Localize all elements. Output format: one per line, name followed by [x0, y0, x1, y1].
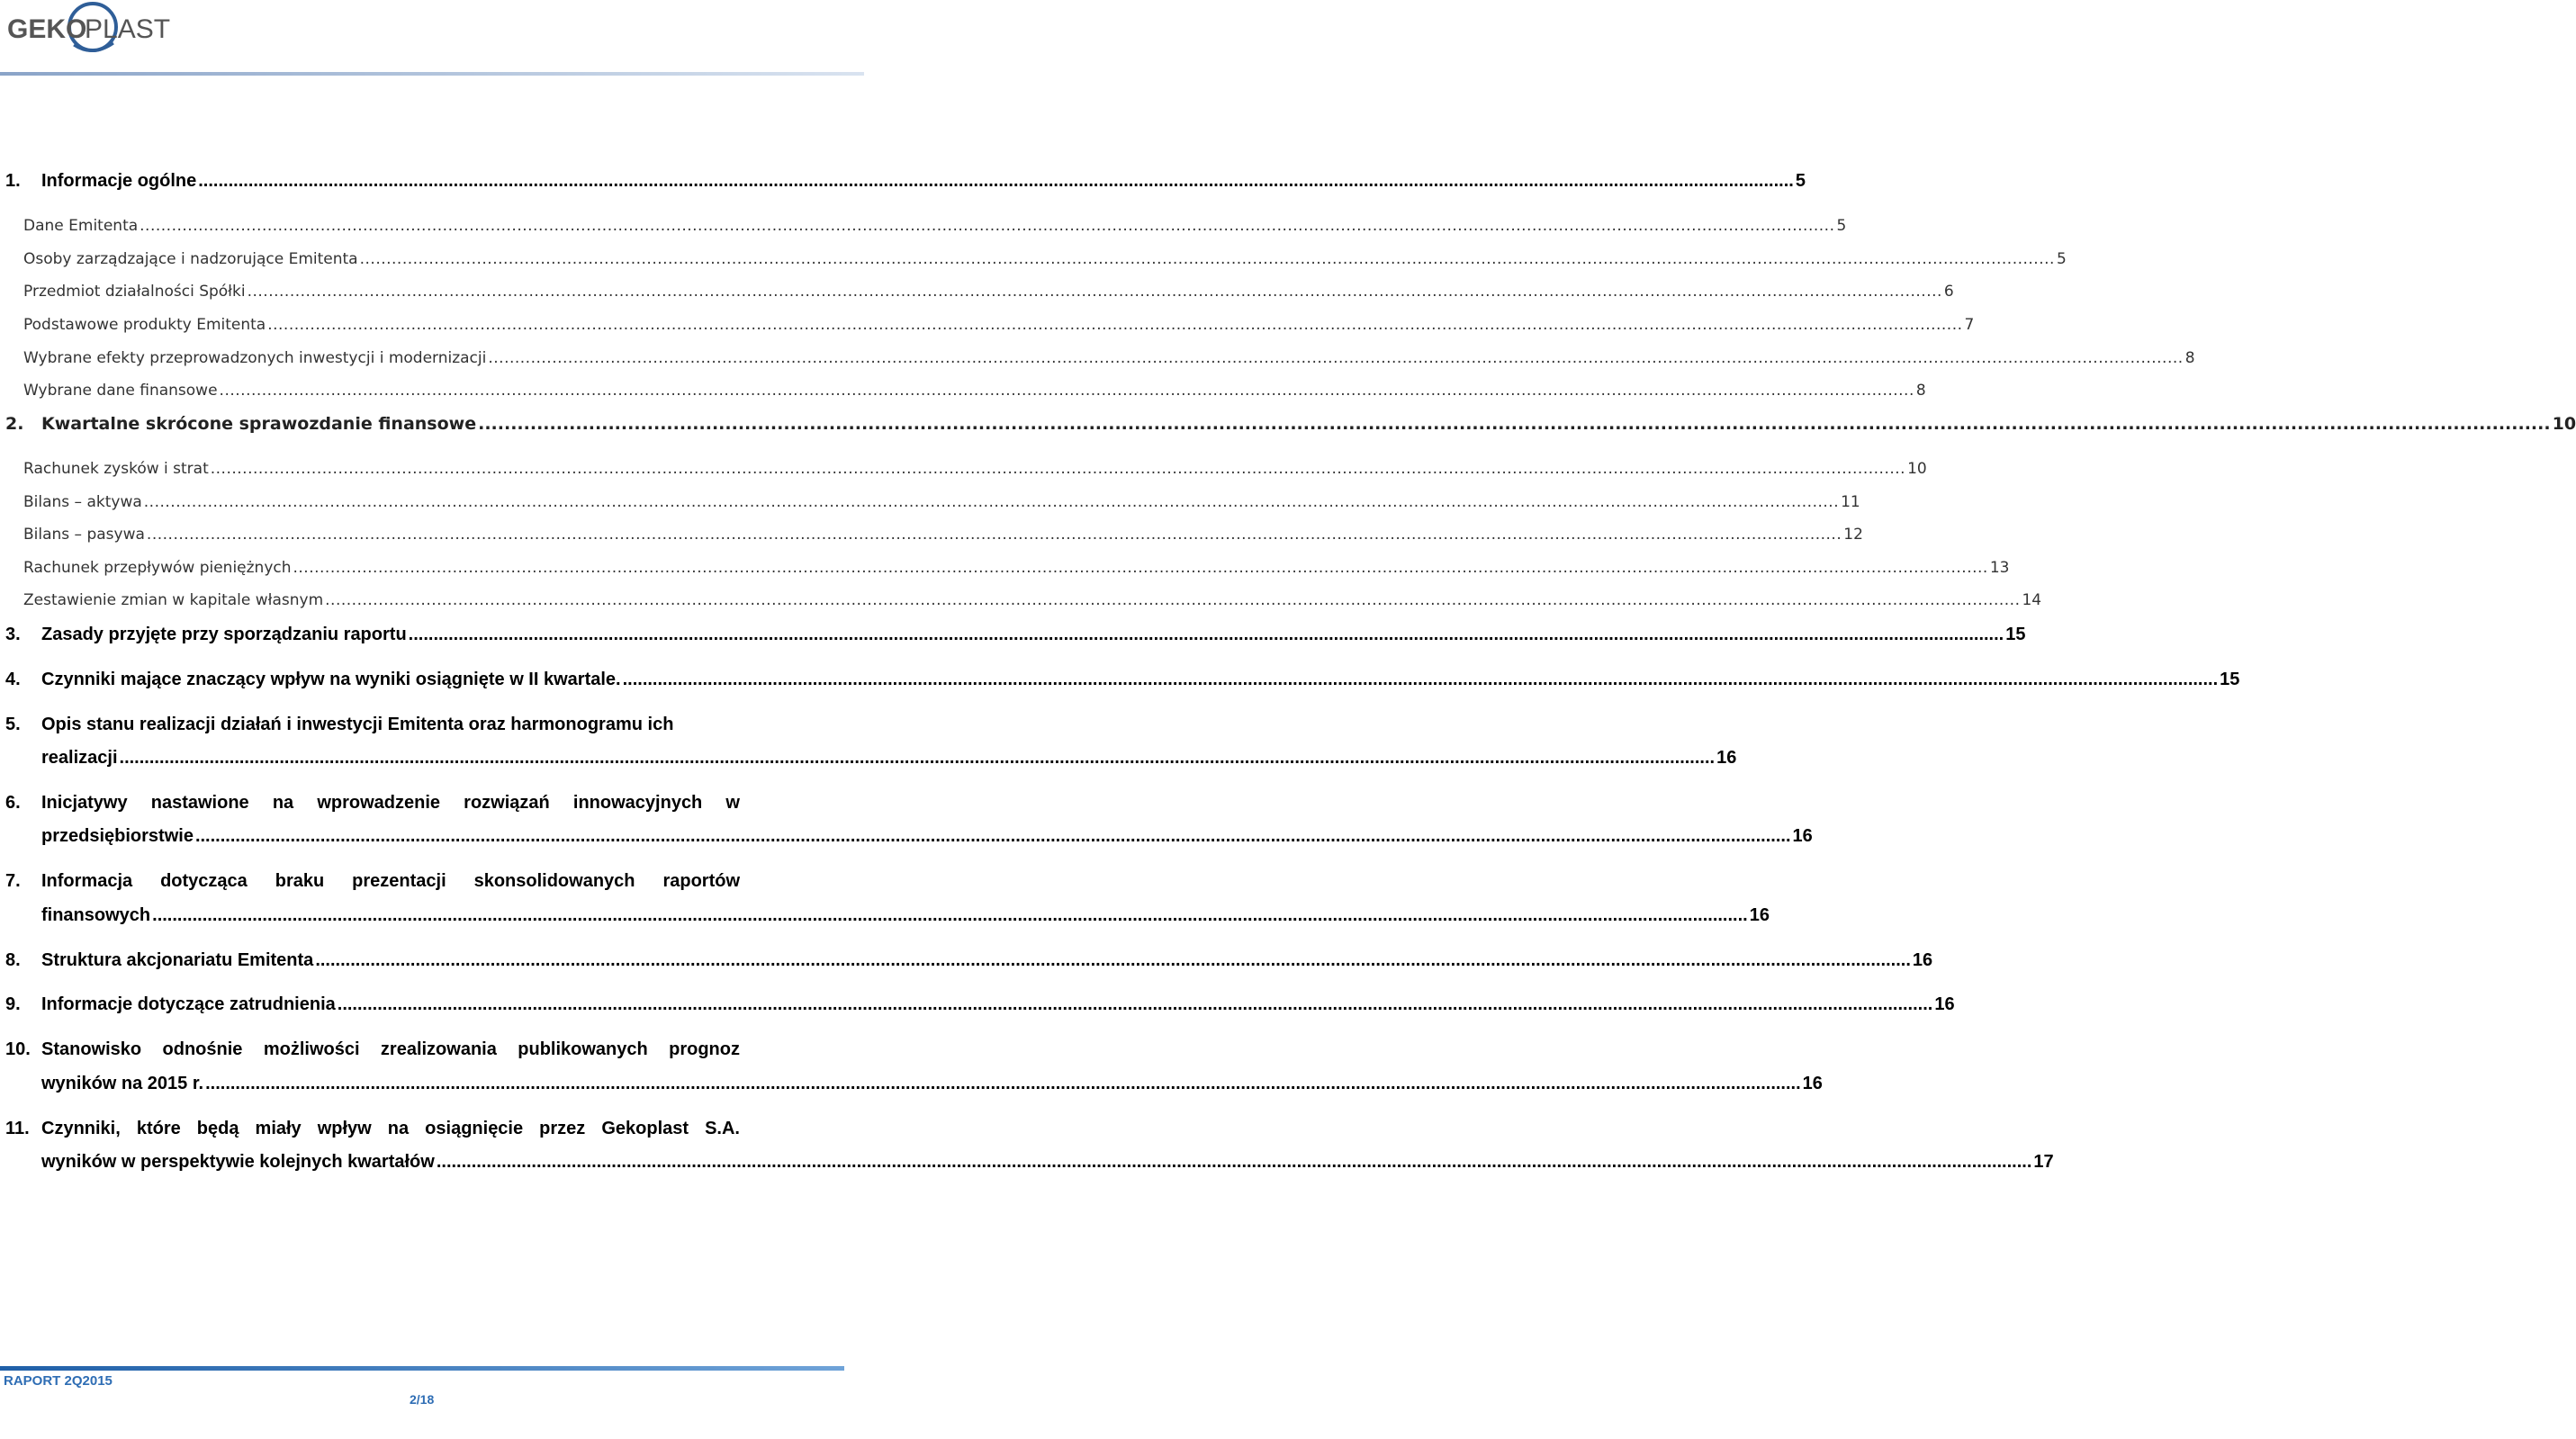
toc-title: Osoby zarządzające i nadzorujące Emitenta — [23, 250, 358, 268]
toc-page: 10 — [2552, 414, 2576, 434]
toc-page: 5 — [2056, 250, 2067, 268]
toc-number: 10. — [5, 1039, 31, 1059]
toc-page: 17 — [2033, 1152, 2054, 1172]
toc-page: 15 — [2220, 670, 2240, 689]
header-rule — [0, 72, 864, 76]
toc-title: Stanowisko odnośnie możliwości zrealizowania publikowanych prognoz — [41, 1039, 740, 1059]
toc-page: 5 — [1795, 171, 1806, 191]
toc-title-continued: finansowych — [41, 905, 151, 925]
toc-number: 4. — [5, 670, 21, 689]
toc-page: 12 — [1843, 526, 1863, 544]
toc-title: Opis stanu realizacji działań i inwestycji Emitenta oraz harmonogramu ich — [41, 715, 674, 734]
footer-page-number: 2/18 — [410, 1392, 435, 1407]
toc-title-continued: wyników na 2015 r. — [41, 1074, 204, 1093]
toc-number: 8. — [5, 950, 21, 970]
toc-title: Przedmiot działalności Spółki — [23, 283, 246, 301]
toc-number: 5. — [5, 715, 21, 734]
toc-page: 6 — [1943, 283, 1954, 301]
toc-number: 3. — [5, 625, 21, 644]
toc-title: Kwartalne skrócone sprawozdanie finansowe — [41, 414, 477, 434]
toc-title: Rachunek zysków i strat — [23, 460, 209, 478]
toc-page: 16 — [1749, 905, 1770, 925]
toc-page: 16 — [1934, 994, 1955, 1014]
toc-page: 16 — [1716, 748, 1737, 768]
toc-title-continued: wyników w perspektywie kolejnych kwartałów — [41, 1152, 435, 1172]
toc-page: 8 — [1915, 382, 1926, 400]
toc-title: Informacje dotyczące zatrudnienia — [41, 994, 336, 1014]
footer-report-title: RAPORT 2Q2015 — [4, 1373, 113, 1389]
toc-page: 14 — [2022, 591, 2042, 609]
toc-title: Podstawowe produkty Emitenta — [23, 316, 266, 334]
toc-title: Wybrane efekty przeprowadzonych inwestycji i modernizacji — [23, 349, 487, 367]
toc-title: Zasady przyjęte przy sporządzaniu raportu — [41, 625, 407, 644]
toc-page: 10 — [1907, 460, 1927, 478]
toc-title: Inicjatywy nastawione na wprowadzenie rozwiązań innowacyjnych w — [41, 793, 740, 813]
toc-page: 7 — [1964, 316, 1975, 334]
toc-title-continued: realizacji — [41, 748, 118, 768]
toc-title: Informacje ogólne — [41, 171, 197, 191]
toc-page: 11 — [1841, 493, 1860, 511]
footer-rule — [0, 1366, 844, 1371]
toc-title: Wybrane dane finansowe — [23, 382, 218, 400]
toc-page: 16 — [1912, 950, 1933, 970]
toc-title-continued: przedsiębiorstwie — [41, 826, 194, 846]
toc-title: Dane Emitenta — [23, 217, 139, 235]
toc-page: 13 — [1989, 559, 2010, 577]
toc-page: 16 — [1802, 1074, 1823, 1093]
toc-number: 7. — [5, 871, 21, 891]
toc-title: Informacja dotycząca braku prezentacji skonsolidowanych raportów — [41, 871, 740, 891]
toc-number: 2. — [5, 414, 24, 434]
toc-title: Zestawienie zmian w kapitale własnym — [23, 591, 324, 609]
toc-page: 5 — [1836, 217, 1847, 235]
toc-page: 15 — [2005, 625, 2026, 644]
logo-text-plast: PLAST — [85, 14, 171, 44]
toc-title: Bilans – pasywa — [23, 526, 145, 544]
logo-text-geko: GEKO — [7, 14, 87, 44]
toc-title: Struktura akcjonariatu Emitenta — [41, 950, 314, 970]
toc-title: Czynniki, które będą miały wpływ na osiągnięcie przez Gekoplast S.A. — [41, 1119, 740, 1138]
toc-page: 8 — [2184, 349, 2195, 367]
toc-title: Bilans – aktywa — [23, 493, 142, 511]
toc-title: Czynniki mające znaczący wpływ na wyniki osiągnięte w II kwartale. — [41, 670, 621, 689]
gekoplast-logo — [7, 2, 171, 65]
toc-title: Rachunek przepływów pieniężnych — [23, 559, 292, 577]
toc-number: 6. — [5, 793, 21, 813]
toc-number: 11. — [5, 1119, 30, 1138]
toc-number: 1. — [5, 171, 21, 191]
toc-number: 9. — [5, 994, 21, 1014]
toc-page: 16 — [1792, 826, 1813, 846]
